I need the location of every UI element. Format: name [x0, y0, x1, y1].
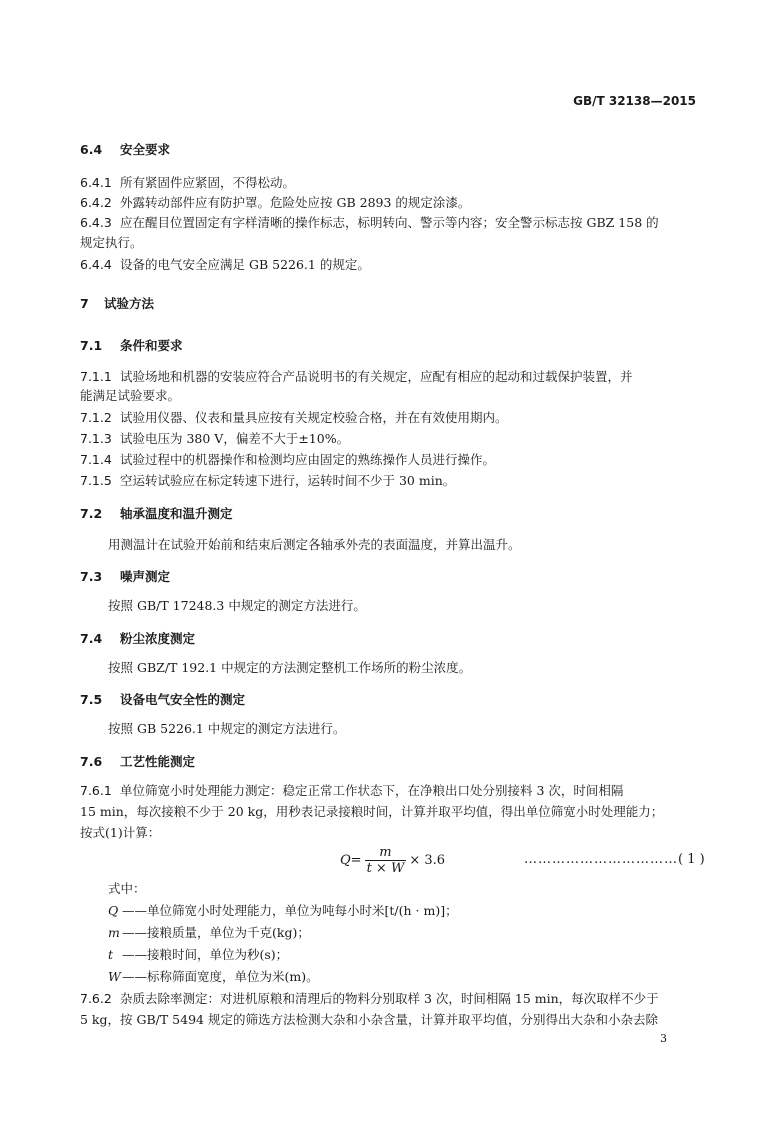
formula-1: [340, 845, 445, 876]
legend-text: ——接粮质量，单位为千克(kg)；: [122, 925, 310, 940]
legend-text: ——单位筛宽小时处理能力，单位为吨每小时米[t/(h · m)]；: [122, 903, 458, 918]
section-7-4-heading: [80, 629, 195, 647]
formula-denominator: t × W: [366, 861, 405, 876]
section-number: 7.4: [80, 631, 103, 646]
section-7-2-body: 用测温计在试验开始前和结束后测定各轴承外壳的表面温度，并算出温升。: [108, 537, 521, 552]
clause-number: 6.4.2: [80, 195, 112, 210]
clause-number: 6.4.3: [80, 215, 112, 230]
formula-fraction: [365, 845, 407, 876]
clause-number: 6.4.1: [80, 175, 112, 190]
clause-number: 7.1.2: [80, 410, 112, 425]
legend-text: ——接粮时间，单位为秒(s)；: [122, 947, 289, 962]
clause-7-6-2-line-1: [80, 990, 659, 1007]
clause-7-1-2: [80, 409, 508, 426]
clause-6-4-3: [80, 214, 659, 231]
formula-label: ( 1 ): [678, 852, 705, 867]
formula-lhs: Q: [340, 853, 351, 868]
section-title: 条件和要求: [120, 338, 183, 353]
clause-text: 空运转试验应在标定转速下进行，运转时间不少于 30 min。: [120, 473, 456, 488]
section-number: 7.1: [80, 338, 103, 353]
section-title: 设备电气安全性的测定: [120, 692, 246, 707]
section-number: 6.4: [80, 142, 103, 157]
section-title: 粉尘浓度测定: [120, 631, 196, 646]
section-number: 7.6: [80, 754, 103, 769]
legend-item: [108, 968, 319, 985]
clause-text: 杂质去除率测定：对进机原粮和清理后的物料分别取样 3 次，时间相隔 15 min，每次取样不少于: [120, 991, 659, 1006]
section-6-4-heading: [80, 140, 170, 158]
clause-number: 6.4.4: [80, 257, 112, 272]
chapter-7-heading: [80, 294, 154, 312]
clause-text: 外露转动部件应有防护罩。危险处应按 GB 2893 的规定涂漆。: [120, 195, 471, 210]
section-7-1-heading: [80, 336, 183, 354]
formula-leader-dots: ……………………………: [524, 852, 678, 867]
section-7-5-heading: [80, 690, 245, 708]
chapter-title: 试验方法: [104, 296, 155, 311]
clause-7-6-1-line-3: 按式(1)计算：: [80, 825, 161, 840]
clause-7-1-1: [80, 368, 633, 385]
clause-6-4-4: [80, 256, 370, 273]
legend-item: [108, 946, 288, 963]
legend-symbol: W: [108, 969, 121, 984]
formula-equals: =: [350, 853, 362, 868]
formula-number: [524, 852, 705, 867]
clause-number: 7.1.5: [80, 473, 112, 488]
section-title: 轴承温度和温升测定: [120, 506, 233, 521]
clause-7-6-2-line-2: 5 kg，按 GB/T 5494 规定的筛选方法检测大杂和小杂含量，计算并取平均值，分别得出大杂和小杂去除: [80, 1012, 658, 1027]
chapter-number: 7: [80, 296, 89, 311]
legend-symbol: Q: [108, 903, 119, 918]
clause-number: 7.6.1: [80, 783, 112, 798]
section-title: 安全要求: [120, 142, 171, 157]
clause-6-4-3-continuation: 规定执行。: [80, 235, 143, 250]
clause-number: 7.6.2: [80, 991, 112, 1006]
clause-text: 应在醒目位置固定有字样清晰的操作标志，标明转向、警示等内容；安全警示标志按 GBZ 158 的: [120, 215, 659, 230]
clause-number: 7.1.4: [80, 452, 112, 467]
legend-symbol: t: [108, 947, 114, 962]
section-7-5-body: 按照 GB 5226.1 中规定的测定方法进行。: [108, 721, 346, 736]
section-7-2-heading: [80, 504, 233, 522]
section-7-3-body: 按照 GB/T 17248.3 中规定的测定方法进行。: [108, 598, 366, 613]
page-number: 3: [660, 1032, 667, 1045]
clause-7-1-3: [80, 430, 349, 447]
clause-7-6-1-line-2: 15 min，每次接粮不少于 20 kg，用秒表记录接粮时间，计算并取平均值，得出单位筛宽小时处理能力；: [80, 804, 664, 819]
formula-multiplier: × 3.6: [409, 853, 446, 868]
clause-text: 试验场地和机器的安装应符合产品说明书的有关规定，应配有相应的起动和过载保护装置，并: [120, 369, 633, 384]
legend-item: [108, 902, 458, 919]
clause-7-6-1-line-1: [80, 782, 623, 799]
clause-7-1-5: [80, 472, 455, 489]
clause-text: 试验电压为 380 V，偏差不大于±10%。: [120, 431, 350, 446]
clause-text: 设备的电气安全应满足 GB 5226.1 的规定。: [120, 257, 370, 272]
clause-text: 单位筛宽小时处理能力测定：稳定正常工作状态下，在净粮出口处分别接料 3 次，时间相隔: [120, 783, 624, 798]
section-7-4-body: 按照 GBZ/T 192.1 中规定的方法测定整机工作场所的粉尘浓度。: [108, 660, 472, 675]
standard-number: GB/T 32138—2015: [573, 94, 696, 108]
section-title: 噪声测定: [120, 569, 171, 584]
section-title: 工艺性能测定: [120, 754, 196, 769]
clause-number: 7.1.3: [80, 431, 112, 446]
legend-text: ——标称筛面宽度，单位为米(m)。: [122, 969, 319, 984]
clause-6-4-1: [80, 174, 295, 191]
section-7-3-heading: [80, 567, 170, 585]
clause-number: 7.1.1: [80, 369, 112, 384]
clause-text: 试验过程中的机器操作和检测均应由固定的熟练操作人员进行操作。: [120, 452, 496, 467]
formula-numerator: m: [365, 845, 407, 861]
clause-7-1-4: [80, 451, 495, 468]
clause-text: 试验用仪器、仪表和量具应按有关规定校验合格，并在有效使用期内。: [120, 410, 508, 425]
section-7-6-heading: [80, 752, 195, 770]
clause-text: 所有紧固件应紧固，不得松动。: [120, 175, 296, 190]
section-number: 7.5: [80, 692, 103, 707]
section-number: 7.3: [80, 569, 103, 584]
clause-7-1-1-continuation: 能满足试验要求。: [80, 388, 181, 403]
clause-6-4-2: [80, 194, 470, 211]
section-number: 7.2: [80, 506, 103, 521]
legend-item: [108, 924, 310, 941]
legend-title: 式中：: [108, 881, 146, 896]
legend-symbol: m: [108, 925, 120, 940]
